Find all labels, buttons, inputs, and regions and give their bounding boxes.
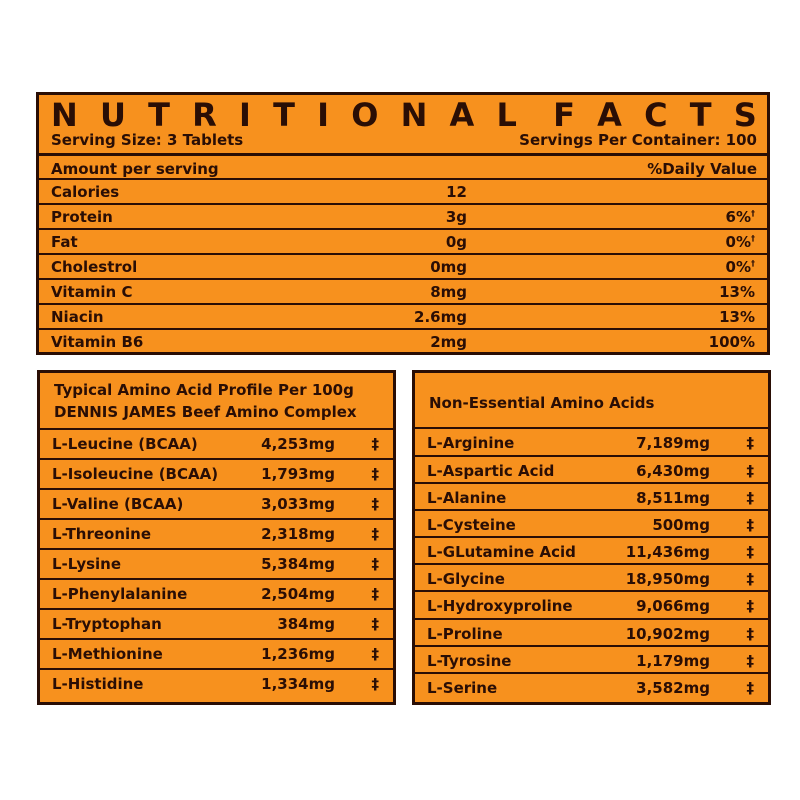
nutrient-name: Fat	[51, 233, 78, 251]
nutrient-daily-value: 100%	[708, 333, 755, 351]
amino-row	[40, 608, 393, 638]
amino-amount: 8,511mg	[636, 489, 710, 507]
serving-info	[51, 131, 757, 149]
amino-row	[415, 563, 768, 590]
amino-name: L-Tyrosine	[427, 652, 512, 670]
double-dagger-mark: ‡	[371, 465, 379, 483]
title-letter: I	[238, 96, 251, 134]
amino-amount: 3,582mg	[636, 679, 710, 697]
amino-amount: 10,902mg	[625, 625, 710, 643]
amino-name: L-Lysine	[52, 555, 122, 573]
title-letter: O	[351, 96, 379, 134]
double-dagger-mark: ‡	[746, 597, 754, 615]
dagger-footnote-mark: †	[751, 209, 755, 218]
amino-name: L-Aspartic Acid	[427, 462, 555, 480]
heading-line: Typical Amino Acid Profile Per 100g	[54, 381, 354, 399]
double-dagger-mark: ‡	[371, 525, 379, 543]
amino-row	[415, 645, 768, 672]
amino-name: L-GLutamine Acid	[427, 543, 576, 561]
amino-amount: 3,033mg	[261, 495, 335, 513]
amino-name: L-Serine	[427, 679, 498, 697]
amino-amount: 18,950mg	[625, 570, 710, 588]
amino-name: L-Cysteine	[427, 516, 516, 534]
nutrition-facts-panel	[36, 92, 770, 355]
amino-row	[415, 672, 768, 702]
title-letter: A	[449, 96, 475, 134]
amino-name: L-Alanine	[427, 489, 507, 507]
double-dagger-mark: ‡	[371, 435, 379, 453]
title-letter: U	[99, 96, 126, 134]
amino-amount: 6,430mg	[636, 462, 710, 480]
non-essential-amino-panel	[412, 370, 771, 705]
title-letter: C	[644, 96, 668, 134]
double-dagger-mark: ‡	[371, 615, 379, 633]
amino-amount: 500mg	[652, 516, 710, 534]
nutrient-name: Vitamin C	[51, 283, 133, 301]
servings-per-container: Servings Per Container: 100	[519, 131, 757, 149]
amino-row	[40, 548, 393, 578]
nutrient-amount: 0mg	[430, 258, 467, 276]
amino-name: L-Threonine	[52, 525, 152, 543]
amino-row	[40, 488, 393, 518]
nutrient-name: Calories	[51, 183, 120, 201]
amino-amount: 4,253mg	[261, 435, 335, 453]
facts-row-cholestrol	[39, 253, 767, 278]
amino-amount: 5,384mg	[261, 555, 335, 573]
amino-amount: 11,436mg	[625, 543, 710, 561]
non-essential-amino-heading: Non-Essential Amino Acids	[429, 394, 655, 412]
double-dagger-mark: ‡	[746, 625, 754, 643]
amino-amount: 2,504mg	[261, 585, 335, 603]
double-dagger-mark: ‡	[746, 462, 754, 480]
amino-name: L-Methionine	[52, 645, 163, 663]
dagger-footnote-mark: †	[751, 259, 755, 268]
title-letter: I	[317, 96, 329, 134]
amino-name: L-Proline	[427, 625, 503, 643]
facts-row-calories	[39, 178, 767, 203]
amino-name: L-Arginine	[427, 434, 515, 452]
title-letter: S	[733, 96, 757, 134]
title-letter: T	[148, 96, 170, 134]
amino-row	[40, 518, 393, 548]
facts-row-fat	[39, 228, 767, 253]
amino-row	[40, 428, 393, 458]
double-dagger-mark: ‡	[371, 645, 379, 663]
double-dagger-mark: ‡	[746, 516, 754, 534]
nutrient-name: Protein	[51, 208, 113, 226]
amino-amount: 384mg	[277, 615, 335, 633]
amino-row	[415, 455, 768, 482]
amino-name: L-Tryptophan	[52, 615, 162, 633]
facts-row-vitamin-b6	[39, 328, 767, 353]
amino-name: L-Glycine	[427, 570, 505, 588]
title-letter: F	[553, 96, 575, 134]
amino-row	[40, 458, 393, 488]
amino-name: L-Histidine	[52, 675, 144, 693]
amino-amount: 7,189mg	[636, 434, 710, 452]
amino-name: L-Isoleucine (BCAA)	[52, 465, 219, 483]
nutrient-daily-value: 13%	[719, 283, 755, 301]
double-dagger-mark: ‡	[746, 570, 754, 588]
essential-amino-panel	[37, 370, 396, 705]
facts-row-protein	[39, 203, 767, 228]
facts-row-vitamin-c	[39, 278, 767, 303]
amino-name: L-Valine (BCAA)	[52, 495, 184, 513]
title-letter: N	[400, 96, 428, 134]
double-dagger-mark: ‡	[746, 679, 754, 697]
amino-row	[40, 578, 393, 608]
nutrient-name: Vitamin B6	[51, 333, 144, 351]
daily-value-label: %Daily Value	[647, 160, 757, 178]
essential-amino-heading	[54, 379, 383, 423]
dagger-footnote-mark: †	[751, 234, 755, 243]
amino-row	[40, 668, 393, 702]
amino-row	[415, 536, 768, 563]
nutrient-name: Niacin	[51, 308, 104, 326]
nutrient-daily-value: 0%†	[725, 258, 755, 276]
double-dagger-mark: ‡	[746, 652, 754, 670]
amino-row	[415, 482, 768, 509]
facts-row-niacin	[39, 303, 767, 328]
title-letter: A	[597, 96, 622, 134]
double-dagger-mark: ‡	[371, 555, 379, 573]
amount-per-serving-label: Amount per serving	[51, 160, 219, 178]
title-letter: L	[496, 96, 517, 134]
amino-amount: 1,334mg	[261, 675, 335, 693]
amount-header	[39, 153, 767, 178]
amino-name: L-Leucine (BCAA)	[52, 435, 198, 453]
amino-row	[415, 509, 768, 536]
amino-row	[40, 638, 393, 668]
nutrition-facts-title	[51, 97, 757, 133]
title-letter: R	[192, 96, 217, 134]
nutrient-daily-value: 0%†	[725, 233, 755, 251]
nutrient-amount: 0g	[445, 233, 467, 251]
nutrient-daily-value: 13%	[719, 308, 755, 326]
double-dagger-mark: ‡	[746, 543, 754, 561]
amino-row	[415, 427, 768, 455]
double-dagger-mark: ‡	[371, 585, 379, 603]
nutrient-amount: 8mg	[430, 283, 467, 301]
heading-line: DENNIS JAMES Beef Amino Complex	[54, 403, 357, 421]
nutrient-amount: 3g	[445, 208, 467, 226]
title-letter: T	[273, 96, 295, 134]
amino-row	[415, 590, 768, 618]
amino-amount: 1,236mg	[261, 645, 335, 663]
nutrient-daily-value: 6%†	[725, 208, 755, 226]
amino-name: L-Hydroxyproline	[427, 597, 573, 615]
amino-amount: 9,066mg	[636, 597, 710, 615]
title-letter: T	[689, 96, 712, 134]
amino-amount: 1,179mg	[636, 652, 710, 670]
nutrient-amount: 12	[446, 183, 467, 201]
amino-name: L-Phenylalanine	[52, 585, 188, 603]
nutrient-name: Cholestrol	[51, 258, 138, 276]
title-letter: N	[51, 96, 78, 134]
nutrient-amount: 2.6mg	[414, 308, 467, 326]
amino-amount: 1,793mg	[261, 465, 335, 483]
amino-amount: 2,318mg	[261, 525, 335, 543]
double-dagger-mark: ‡	[371, 675, 379, 693]
amino-row	[415, 618, 768, 645]
double-dagger-mark: ‡	[746, 489, 754, 507]
serving-size: Serving Size: 3 Tablets	[51, 131, 244, 149]
nutrient-amount: 2mg	[430, 333, 467, 351]
double-dagger-mark: ‡	[371, 495, 379, 513]
double-dagger-mark: ‡	[746, 434, 754, 452]
